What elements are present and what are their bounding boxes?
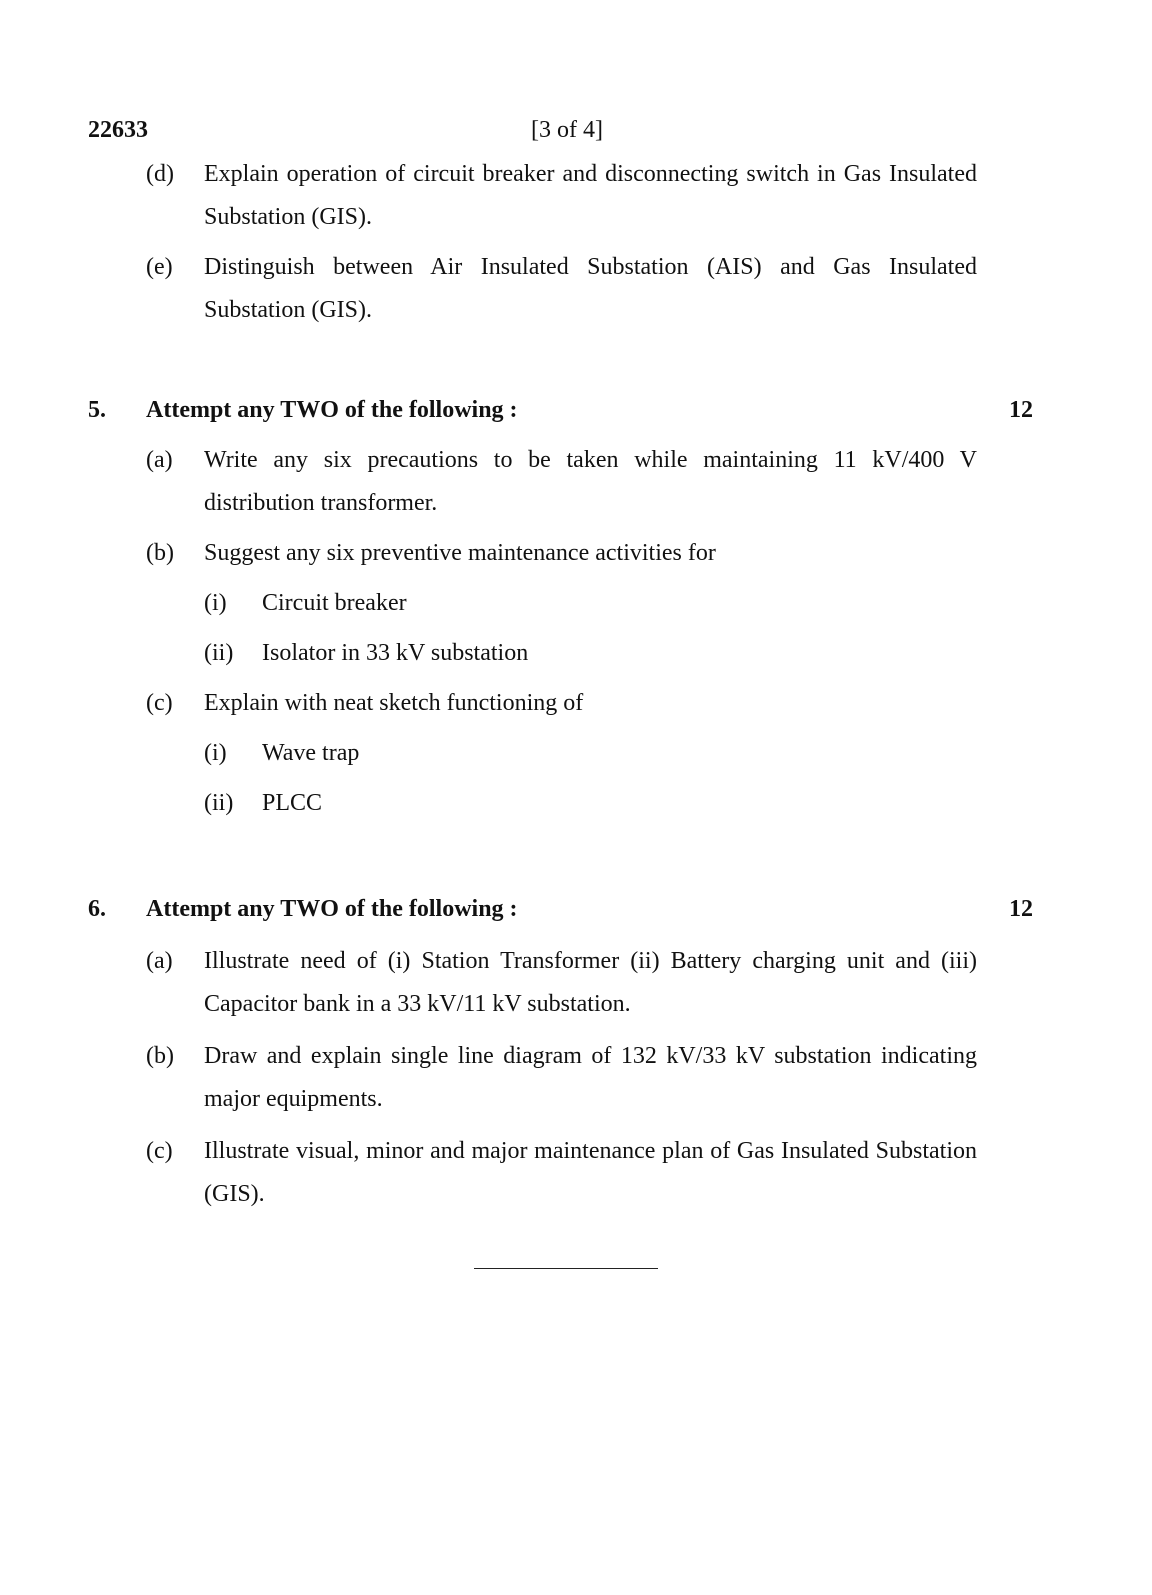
q4-part-d-label: (d) xyxy=(146,161,174,187)
q6-part-b-label: (b) xyxy=(146,1043,174,1069)
q5-part-b-text: Suggest any six preventive maintenance activities for xyxy=(204,540,716,566)
q5-part-a-label: (a) xyxy=(146,447,173,473)
q5-part-c-sub-i-text: Wave trap xyxy=(262,740,360,766)
q5-part-c-sub-ii-label: (ii) xyxy=(204,790,234,816)
q6-marks: 12 xyxy=(1009,896,1033,922)
q5-part-b-sub-i-label: (i) xyxy=(204,590,227,616)
q6-part-c-label: (c) xyxy=(146,1138,173,1164)
q5-part-b-label: (b) xyxy=(146,540,174,566)
q5-part-c-text: Explain with neat sketch functioning of xyxy=(204,690,584,716)
page-indicator: [3 of 4] xyxy=(531,117,603,143)
q5-part-b-sub-ii-label: (ii) xyxy=(204,640,234,666)
q5-marks: 12 xyxy=(1009,397,1033,423)
q6-part-a-label: (a) xyxy=(146,948,173,974)
q5-part-b-sub-ii-text: Isolator in 33 kV substation xyxy=(262,640,529,666)
q4-part-e-text: Distinguish between Air Insulated Substation (AIS) and Gas Insulated Substation (GIS). xyxy=(204,254,977,323)
q5-part-c-sub-ii-text: PLCC xyxy=(262,790,323,816)
q5-part-c-sub-i-label: (i) xyxy=(204,740,227,766)
q6-part-b-text: Draw and explain single line diagram of 132 kV/33 kV substation indicating major equipments. xyxy=(204,1043,977,1112)
end-divider xyxy=(474,1268,658,1269)
q5-number: 5. xyxy=(88,397,106,423)
paper-code: 22633 xyxy=(88,117,148,143)
q4-part-d-text: Explain operation of circuit breaker and disconnecting switch in Gas Insulated Substation (GIS). xyxy=(204,161,977,230)
q6-part-a-text: Illustrate need of (i) Station Transformer (ii) Battery charging unit and (iii) Capacitor bank in a 33 kV/11 kV substation. xyxy=(204,948,977,1017)
q5-part-b-sub-i-text: Circuit breaker xyxy=(262,590,407,616)
q4-part-e-label: (e) xyxy=(146,254,173,280)
q6-part-c-text: Illustrate visual, minor and major maintenance plan of Gas Insulated Substation (GIS). xyxy=(204,1138,977,1207)
q5-instruction: Attempt any TWO of the following : xyxy=(146,397,518,423)
q5-part-a-text: Write any six precautions to be taken while maintaining 11 kV/400 V distribution transformer. xyxy=(204,447,977,516)
q6-number: 6. xyxy=(88,896,106,922)
q5-part-c-label: (c) xyxy=(146,690,173,716)
q6-instruction: Attempt any TWO of the following : xyxy=(146,896,518,922)
